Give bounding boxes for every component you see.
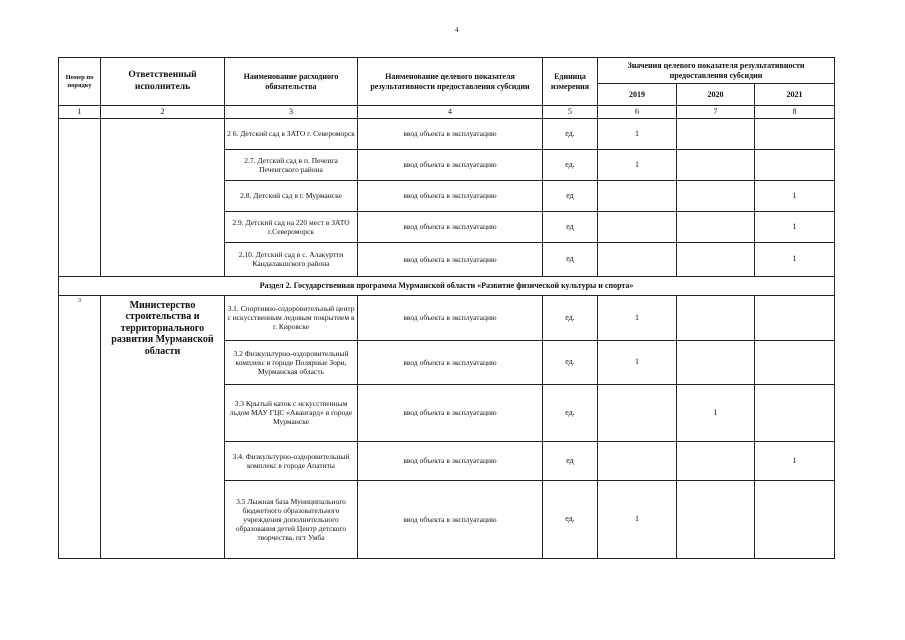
value-2019: 1 [598,295,677,340]
unit-cell: ед. [543,295,598,340]
value-2021: 1 [755,211,835,242]
expense-object: 3.5 Лыжная база Муниципального бюджетного образовательного учреждения дополнительного образования детей Центр детского творчества, пгт Умба [225,480,358,558]
column-number: 4 [358,106,543,119]
unit-cell: ед. [543,480,598,558]
expense-object: 3.2 Физкультурно-оздоровительный комплекс в городе Полярные Зори, Мурманская область [225,340,358,384]
value-2019 [598,211,677,242]
value-2019 [598,384,677,441]
value-2020 [677,180,755,211]
value-2019: 1 [598,480,677,558]
section-title: Раздел 2. Государственная программа Мурманской области «Развитие физической культуры и спорта» [59,276,835,295]
value-2020 [677,480,755,558]
expense-object: 3.1. Спортивно-оздоровительный центр с искусственным ледовым покрытием в г. Кировске [225,295,358,340]
unit-cell: ед. [543,149,598,180]
column-number: 6 [598,106,677,119]
executor-cell [101,118,225,276]
unit-cell: ед [543,180,598,211]
expense-object: 2.9. Детский сад на 220 мест в ЗАТО г.Североморск [225,211,358,242]
column-numbers-row [59,106,835,119]
expense-object: 2.10. Детский сад в с. Алакуртти Кандалакшского района [225,242,358,276]
expense-object: 2.7. Детский сад в п. Печенга Печенгского района [225,149,358,180]
unit-cell: ед [543,242,598,276]
value-2019: 1 [598,118,677,149]
indicator-cell: ввод объекта в эксплуатацию [358,480,543,558]
value-2020 [677,118,755,149]
header-indicator-values: Значения целевого показателя результативности предоставления субсидии [598,58,835,84]
value-2020 [677,441,755,480]
value-2020 [677,340,755,384]
indicator-cell: ввод объекта в эксплуатацию [358,340,543,384]
column-number: 3 [225,106,358,119]
column-number: 2 [101,106,225,119]
indicator-cell: ввод объекта в эксплуатацию [358,211,543,242]
value-2020: 1 [677,384,755,441]
value-2021: 1 [755,441,835,480]
value-2020 [677,149,755,180]
indicator-cell: ввод объекта в эксплуатацию [358,441,543,480]
value-2019 [598,242,677,276]
value-2019: 1 [598,340,677,384]
section-heading-row [59,276,835,295]
column-number: 5 [543,106,598,119]
value-2019 [598,441,677,480]
unit-cell: ед. [543,118,598,149]
header-expense-obligation: Наименование расходного обязательства [225,58,358,106]
expense-object: 3.4. Физкультурно-оздоровительный комплекс в городе Апатиты [225,441,358,480]
indicator-cell: ввод объекта в эксплуатацию [358,180,543,211]
value-2019: 1 [598,149,677,180]
expense-object: 2 6. Детский сад в ЗАТО г. Североморск [225,118,358,149]
indicator-cell: ввод объекта в эксплуатацию [358,242,543,276]
value-2020 [677,211,755,242]
header-year-2019: 2019 [598,84,677,106]
unit-cell: ед. [543,340,598,384]
expense-object: 2.8. Детский сад в г. Мурманске [225,180,358,211]
unit-cell: ед. [543,384,598,441]
value-2021: 1 [755,180,835,211]
value-2020 [677,242,755,276]
column-number: 8 [755,106,835,119]
header-executor: Ответственный исполнитель [101,58,225,106]
row-number: 3 [59,295,101,558]
value-2019 [598,180,677,211]
indicator-cell: ввод объекта в эксплуатацию [358,384,543,441]
column-number: 7 [677,106,755,119]
value-2021 [755,295,835,340]
value-2021 [755,118,835,149]
expense-object: 3.3 Крытый каток с искусственным льдом МАУ ГЦС «Авангард» в городе Мурманске [225,384,358,441]
responsible-executor: Министерство строительства и территориального развития Мурманской области [101,295,225,558]
header-number: Номер по порядку [59,58,101,106]
page-number: 4 [455,26,459,34]
value-2021 [755,480,835,558]
indicator-cell: ввод объекта в эксплуатацию [358,295,543,340]
number-cell [59,118,101,276]
value-2020 [677,295,755,340]
unit-cell: ед [543,441,598,480]
indicator-cell: ввод объекта в эксплуатацию [358,149,543,180]
column-number: 1 [59,106,101,119]
value-2021 [755,384,835,441]
value-2021 [755,149,835,180]
table-row [59,118,835,149]
target-indicators-table [58,57,835,559]
header-year-2021: 2021 [755,84,835,106]
value-2021: 1 [755,242,835,276]
header-unit: Единица измерения [543,58,598,106]
unit-cell: ед [543,211,598,242]
header-indicator: Наименование целевого показателя результативности предоставления субсидии [358,58,543,106]
table-row [59,295,835,340]
value-2021 [755,340,835,384]
indicator-cell: ввод объекта в эксплуатацию [358,118,543,149]
header-year-2020: 2020 [677,84,755,106]
